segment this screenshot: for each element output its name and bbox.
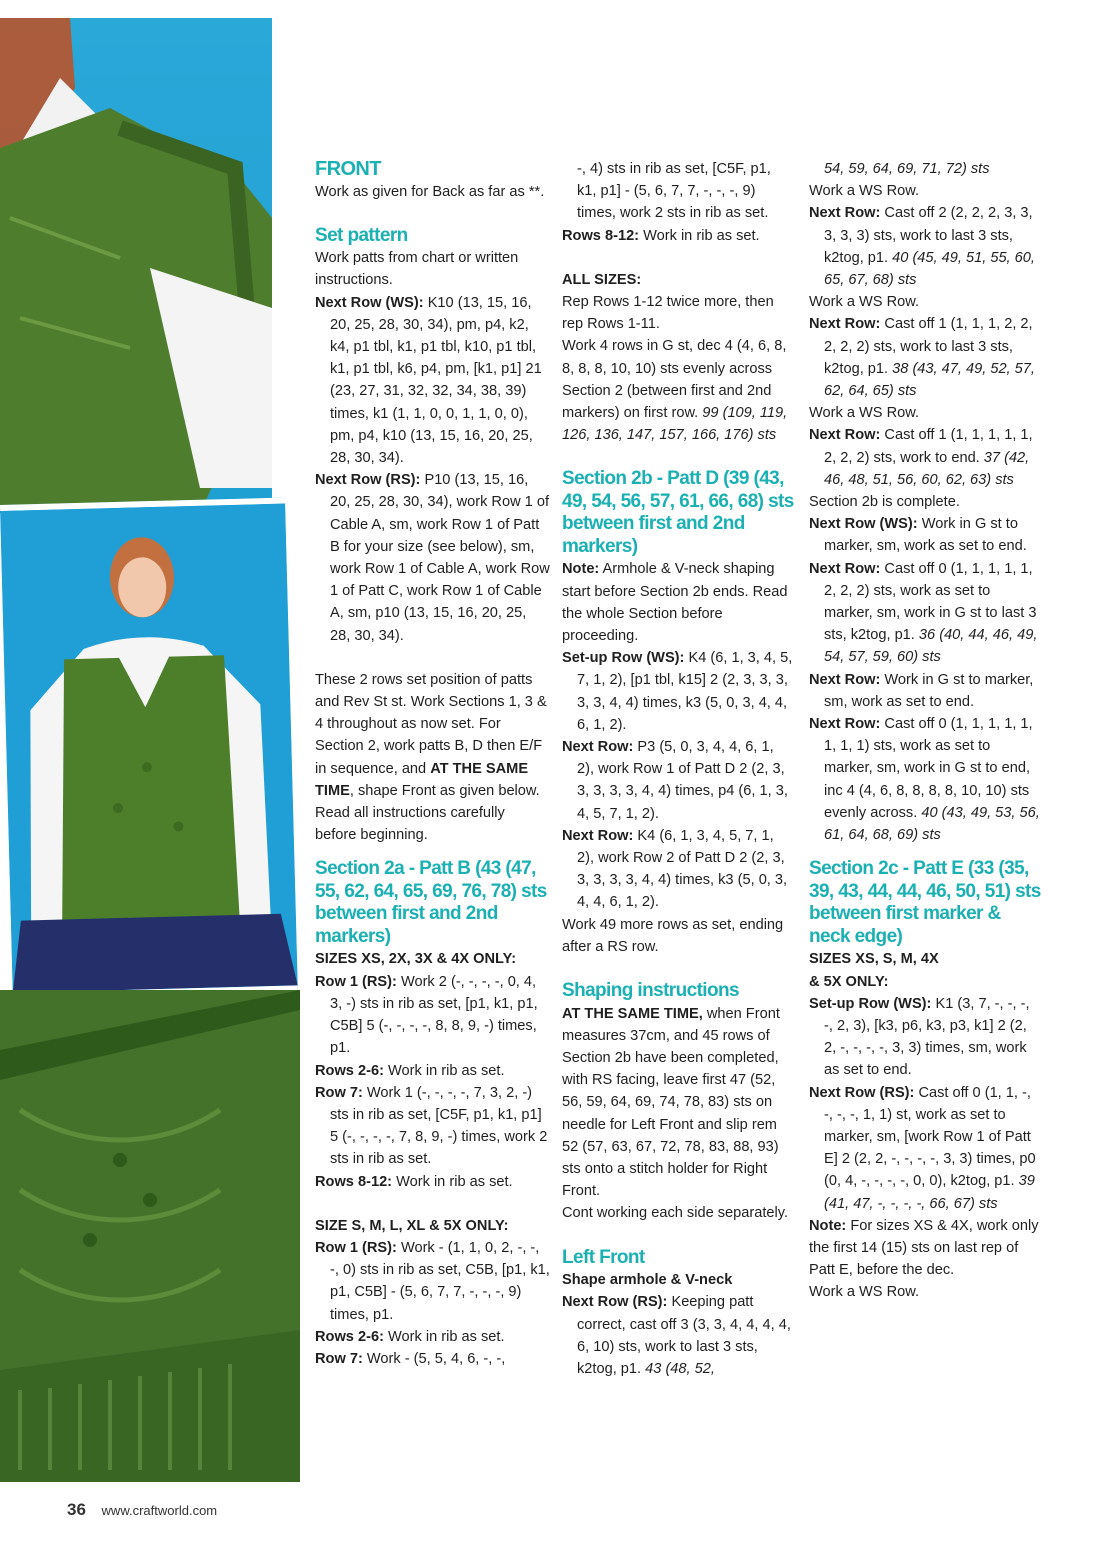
row-1-b: Row 1 (RS): Work - (1, 1, 0, 2, -, -, -, 0) sts in rib as set, C5B, [p1, k1, p1, C5B] - (5, 6, 7, 7, -, -, -, 9) times, p1. xyxy=(315,1239,550,1323)
ws-row-4: Work a WS Row. xyxy=(809,1284,920,1301)
ws-row-2: Work a WS Row. xyxy=(809,294,920,311)
sizes-heading-b: SIZE S, M, L, XL & 5X ONLY: xyxy=(315,1217,509,1234)
front-text: Work as given for Back as far as **. xyxy=(315,183,545,200)
photo-vest-closeup xyxy=(0,18,272,513)
shaping-text: AT THE SAME TIME, when Front measures 37cm, and 45 rows of Section 2b have been completed, with RS facing, leave first 47 (52, 56, 59, 64, 69, 74, 78, 83) sts on needle for Left Front and slip rem 52 (57, 63, 67, 72, 78, 83, 88, 93) sts onto a stitch holder for Right Front. xyxy=(562,1005,780,1200)
all-sizes-heading: ALL SIZES: xyxy=(562,271,642,288)
c3-note: Note: For sizes XS & 4X, work only the first 14 (15) sts on last rep of Patt E, before the dec. xyxy=(809,1217,1039,1279)
instruction-text: P10 (13, 15, 16, 20, 25, 28, 30, 34), work Row 1 of Cable A, sm, work Row 1 of Patt B for your size (see below), sm, work Row 1 of Cable A, work Row 1 of Patt C, work Row 1 of Cable A, sm, p10 (13, 15, 16, 20, 25, 28, 30, 34). xyxy=(330,472,550,644)
ws-row-3: Work a WS Row. xyxy=(809,405,920,422)
work-49-text: Work 49 more rows as set, ending after a RS row. xyxy=(562,916,784,955)
sizes-heading-c2: & 5X ONLY: xyxy=(809,973,889,990)
rows-2-6-b: Rows 2-6: Work in rib as set. xyxy=(315,1328,505,1345)
c3-next-row-7: Next Row: Cast off 0 (1, 1, 1, 1, 1, 1, 1, 1) sts, work as set to marker, sm, work in G st to end, inc 4 (4, 6, 8, 8, 8, 8, 10, 10) sts evenly across. 40 (43, 49, 53, 56, 61, 64, 68, 69) sts xyxy=(809,716,1040,844)
heading-section-2b: Section 2b - Patt D (39 (43, 49, 54, 56, 57, 61, 66, 68) sts between first and 2nd markers) xyxy=(562,468,794,557)
sizes-heading-a: SIZES XS, 2X, 3X & 4X ONLY: xyxy=(315,951,517,968)
rows-8-12: Rows 8-12: Work in rib as set. xyxy=(315,1173,513,1190)
note-text: Note: Armhole & V-neck shaping start before Section 2b ends. Read the whole Section before proceeding. xyxy=(562,561,788,645)
instruction-label: Next Row (RS): xyxy=(315,472,421,489)
left-front-next-row: Next Row (RS): Keeping patt correct, cast off 3 (3, 3, 4, 4, 4, 4, 6, 10) sts, work to last 3 sts, k2tog, p1. 43 (48, 52, xyxy=(562,1294,791,1377)
page-number: 36 xyxy=(67,1500,86,1519)
continued-count: 54, 59, 64, 69, 71, 72) sts xyxy=(824,161,990,177)
setup-row: Set-up Row (WS): K4 (6, 1, 3, 4, 5, 7, 1, 2), [p1 tbl, k15] 2 (2, 3, 3, 3, 3, 3, 4, 4) times, k3 (5, 0, 3, 4, 4, 6, 1, 2). xyxy=(562,650,793,733)
set-pattern-text: Work patts from chart or written instructions. xyxy=(315,250,519,289)
column-2 xyxy=(562,158,794,1380)
footer xyxy=(67,1500,217,1520)
photo-model-art xyxy=(0,504,298,993)
all-sizes-text: Rep Rows 1-12 twice more, then rep Rows 1-11. xyxy=(562,294,774,333)
c3-next-row-3: Next Row: Cast off 1 (1, 1, 1, 1, 1, 2, 2, 2) sts, work to end. 37 (42, 46, 48, 51, 56, 60, 62, 63) sts xyxy=(809,427,1033,488)
photo-texture-closeup xyxy=(0,990,300,1482)
c3-next-row-6: Next Row: Work in G st to marker, sm, work as set to end. xyxy=(809,671,1034,710)
instruction-rs xyxy=(315,469,550,647)
instruction-label: Next Row (WS): xyxy=(315,294,424,311)
ws-row-1: Work a WS Row. xyxy=(809,183,920,200)
heading-shaping: Shaping instructions xyxy=(562,980,739,1002)
sizes-heading-c1: SIZES XS, S, M, 4X xyxy=(809,951,939,968)
instruction-text: K10 (13, 15, 16, 20, 25, 28, 30, 34), pm, p4, k2, k4, p1 tbl, k1, p1 tbl, k10, p1 tbl, k1, p1 tbl, k6, p4, pm, [k1, p1] 21 (23, 27, 31, 32, 32, 34, 38, 39) times, k1 (1, 1, 0, 0, 1, 1, 0, 0), pm, p4, k10 (13, 15, 16, 20, 25, 28, 30, 34). xyxy=(330,294,542,467)
next-row-2: Next Row: K4 (6, 1, 3, 4, 5, 7, 1, 2), work Row 2 of Patt D 2 (2, 3, 3, 3, 3, 3, 4, 4) times, k3 (5, 0, 3, 4, 4, 6, 1, 2). xyxy=(562,827,788,911)
rows-2-6: Rows 2-6: Work in rib as set. xyxy=(315,1062,505,1079)
subheading-armhole: Shape armhole & V-neck xyxy=(562,1272,733,1289)
c3-next-row-1: Next Row: Cast off 2 (2, 2, 2, 3, 3, 3, 3, 3) sts, work to last 3 sts, k2tog, p1. 40 (45, 49, 51, 55, 60, 65, 67, 68) sts xyxy=(809,205,1035,289)
heading-front: FRONT xyxy=(315,158,381,180)
cont-working-text: Cont working each side separately. xyxy=(562,1205,789,1222)
c3-next-row-2: Next Row: Cast off 1 (1, 1, 1, 2, 2, 2, 2, 2) sts, work to last 3 sts, k2tog, p1. 38 (43, 47, 49, 52, 57, 62, 64, 65) sts xyxy=(809,316,1035,400)
photo-texture-art xyxy=(0,990,300,1482)
heading-left-front: Left Front xyxy=(562,1246,645,1268)
these-rows-text: These 2 rows set position of patts and Rev St st. Work Sections 1, 3 & 4 throughout as now set. For Section 2, work patts B, D then E/F in sequence, and AT THE SAME TIME, shape Front as given below. Read all instructions carefully before beginning. xyxy=(315,671,547,844)
row-7-b: Row 7: Work - (5, 5, 4, 6, -, -, xyxy=(315,1350,506,1367)
heading-section-2c: Section 2c - Patt E (33 (35, 39, 43, 44, 44, 46, 50, 51) sts between first marker & neck edge) xyxy=(809,858,1041,947)
column-3 xyxy=(809,158,1041,1304)
c3-next-row-4: Next Row (WS): Work in G st to marker, sm, work as set to end. xyxy=(809,516,1027,555)
c3-next-row-rs: Next Row (RS): Cast off 0 (1, 1, -, -, -, -, 1, 1) st, work as set to marker, sm, [work Row 1 of Patt E] 2 (2, 2, -, -, -, -, 3, 3) times, p0 (0, 4, -, -, -, -, 0, 0), k2tog, p1. 39 (41, 47, -, -, -, -, 66, 67) sts xyxy=(809,1084,1036,1212)
work-4-rows-text: Work 4 rows in G st, dec 4 (4, 6, 8, 8, 8, 8, 10, 10) sts evenly across Section 2 (between first and 2nd markers) on first row. 99 (109, 119, 126, 136, 147, 157, 166, 176) sts xyxy=(562,338,788,444)
heading-set-pattern: Set pattern xyxy=(315,224,408,246)
next-row-1: Next Row: P3 (5, 0, 3, 4, 4, 6, 1, 2), work Row 1 of Patt D 2 (2, 3, 3, 3, 3, 3, 4, 4) times, p4 (6, 1, 3, 4, 5, 7, 1, 2). xyxy=(562,739,788,822)
photo-vest-closeup-art xyxy=(0,18,272,513)
section-complete: Section 2b is complete. xyxy=(809,494,960,511)
rows-8-12-b: Rows 8-12: Work in rib as set. xyxy=(562,227,760,244)
c3-next-row-5: Next Row: Cast off 0 (1, 1, 1, 1, 1, 2, 2, 2) sts, work as set to marker, sm, work in G st to last 3 sts, k2tog, p1. 36 (40, 44, 46, 49, 54, 57, 59, 60) sts xyxy=(809,560,1038,666)
column-1 xyxy=(315,158,550,1370)
footer-url[interactable]: www.craftworld.com xyxy=(101,1503,218,1518)
photo-model xyxy=(0,498,298,999)
c3-setup-row: Set-up Row (WS): K1 (3, 7, -, -, -, -, 2, 3), [k3, p6, k3, p3, k1] 2 (2, 2, -, -, -, -, 3, 3) times, sm, work as set to end. xyxy=(809,995,1030,1079)
row-1: Row 1 (RS): Work 2 (-, -, -, -, 0, 4, 3, -) sts in rib as set, [p1, k1, p1, C5B] 5 (-, -, -, -, 8, 8, 9, -) times, p1. xyxy=(315,973,538,1057)
continued-text: -, 4) sts in rib as set, [C5F, p1, k1, p1] - (5, 6, 7, 7, -, -, -, 9) times, work 2 sts in rib as set. xyxy=(577,161,771,222)
row-7: Row 7: Work 1 (-, -, -, -, 7, 3, 2, -) sts in rib as set, [C5F, p1, k1, p1] 5 (-, -, -, -, 7, 8, 9, -) times, work 2 sts in rib as set. xyxy=(315,1084,548,1168)
heading-section-2a: Section 2a - Patt B (43 (47, 55, 62, 64, 65, 69, 76, 78) sts between first and 2nd markers) xyxy=(315,858,547,947)
instruction-ws xyxy=(315,292,550,470)
